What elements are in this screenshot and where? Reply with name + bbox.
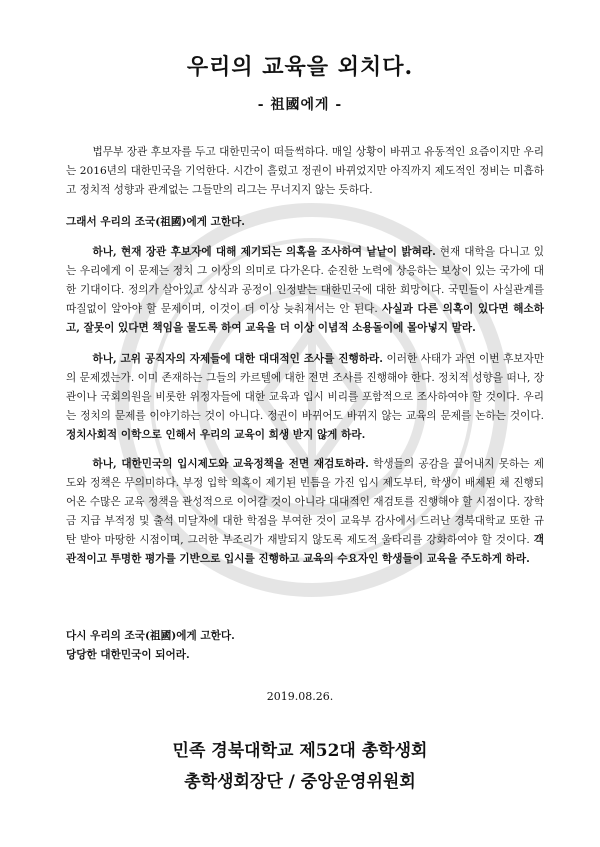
demand-paragraph-3 (66, 455, 544, 569)
page-title: 우리의 교육을 외치다. (186, 54, 414, 80)
demand-2-lead: 하나, 고위 공직자의 자제들에 대한 대대적인 조사를 진행하라. (92, 353, 383, 365)
organization-committee: 총학생회장단 / 중앙운영위원회 (184, 772, 416, 792)
closing-line-2: 당당한 대한민국이 되어라. (66, 649, 190, 661)
demand-1-lead: 하나, 현재 장관 후보자에 대해 제기되는 의혹을 조사하여 낱낱이 밝혀라. (92, 246, 436, 258)
demand-2-text: 이러한 사태가 과연 이번 후보자만의 문제겠는가. 이미 존재하는 그들의 카르텔에 대한 전면 조사를 진행해야 한다. 정치적 성향을 떠나, 장관이나 국회의원을 비롯한 위정자들에 대한 교육과 입시 비리를 포함적으로 조사하여야 할 것이다. 우리는 정치의 문제를 이야기하는 것이 아니다. 정권이 바뀌어도 바뀌지 않는 교육의 문제를 논하는 것이다. (66, 353, 545, 422)
demand-1-tail: 사실과 다른 의혹이 있다면 해소하고, 잘못이 있다면 책임을 물도록 하여 교육을 더 이상 이념적 소용돌이에 몰아넣지 말라. (66, 303, 544, 334)
demand-paragraph-1 (66, 243, 544, 338)
page-subtitle: - 祖國에게 - (257, 97, 343, 113)
demand-3-text: 학생들의 공감을 끌어내지 못하는 제도와 정책은 무의미하다. 부정 입학 의혹이 제기된 빈틈을 가진 입시 제도부터, 학생이 배제된 채 진행되어온 수많은 교육 정책을 관성적으로 이어갈 것이 아니라 대대적인 재검토를 진행해야 할 시점이다. 장학금 지급 부적정 및 출석 미달자에 대한 학점을 부여한 것이 교육부 감사에서 드러난 경북대학교 또한 규탄 받아 마땅한 시점이며, 그러한 부조리가 재발되지 않도록 제도적 울타리를 강화하여야 할 것이다. (66, 458, 545, 546)
closing-line-1: 다시 우리의 조국(祖國)에게 고한다. (66, 630, 235, 642)
demand-3-tail: 객관적이고 투명한 평가를 기반으로 입시를 진행하고 교육의 수요자인 학생들이 교육을 주도하게 하라. (66, 534, 544, 565)
demand-paragraph-2 (66, 350, 544, 445)
demand-3-lead: 하나, 대한민국의 입시제도와 교육정책을 전면 재검토하라. (92, 458, 369, 470)
organization-name: 민족 경북대학교 제52대 총학생회 (172, 741, 428, 761)
call-to-homeland: 그래서 우리의 조국(祖國)에게 고한다. (66, 216, 245, 228)
closing-statement (66, 627, 544, 665)
intro-paragraph: 법무부 장관 후보자를 두고 대한민국이 떠들썩하다. 매일 상황이 바뀌고 유동적인 요즘이지만 우리는 2016년의 대한민국을 기억한다. 시간이 흘렀고 정권이 바뀌었지만 아직까지 제도적인 정비는 미흡하고 정치적 성향과 관계없는 그들만의 리그는 무너지지 않는 듯하다. (66, 146, 544, 196)
demand-2-tail: 정치사회적 이학으로 인해서 우리의 교육이 희생 받지 않게 하라. (66, 429, 366, 441)
document-date: 2019.08.26. (266, 690, 334, 703)
demand-1-text: 현재 대학을 다니고 있는 우리에게 이 문제는 정치 그 이상의 의미로 다가온다. 순진한 노력에 상응하는 보상이 있는 국가에 대한 기대이다. 정의가 살아있고 상식과 공정이 인정받는 대한민국에 대한 희망이다. 국민들이 사실관계를 따질없이 알아야 할 문제이며, 이것이 더 이상 늦춰져서는 안 된다. (66, 246, 544, 315)
